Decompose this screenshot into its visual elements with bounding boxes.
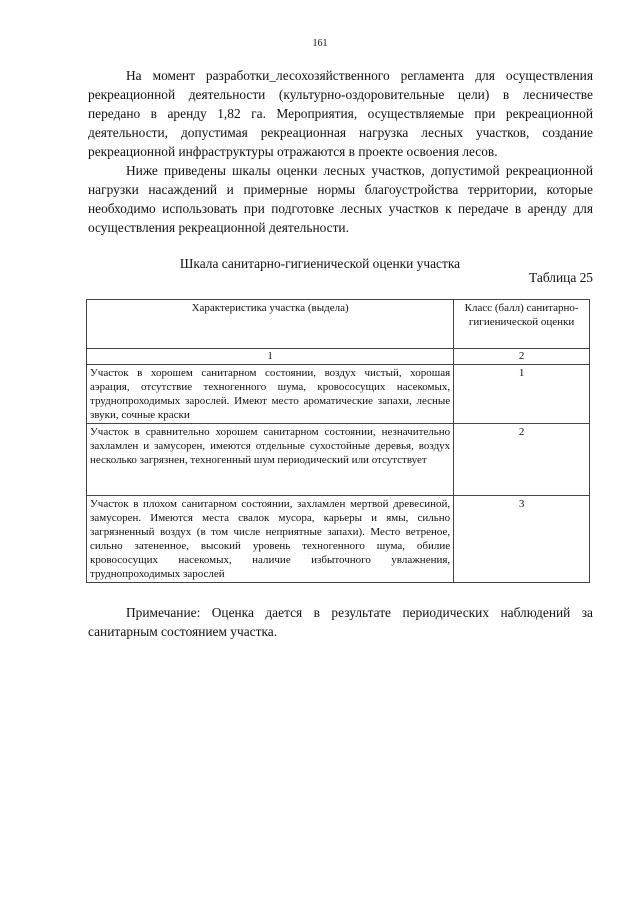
- column-number-row: [87, 349, 590, 365]
- table-label: Таблица 25: [529, 270, 593, 285]
- table-title: Шкала санитарно-гигиенической оценки участка: [179, 256, 461, 271]
- body-text: [88, 66, 593, 237]
- table-row: [87, 424, 590, 496]
- row-score: 2: [454, 424, 590, 496]
- table-row: [87, 496, 590, 583]
- column-number: 2: [454, 349, 590, 365]
- sanitary-assessment-table: [86, 299, 590, 583]
- paragraph: На момент разработки_лесохозяйственного регламента для осуществления рекреационной деятельности (культурно-оздоровительные цели) в лесничестве передано в аренду 1,82 га. Мероприятия, осуществляемые при рекреационной деятельности, допустимая рекреационная нагрузка лесных участков, создание рекреационной инфраструктуры отражаются в проекте освоения лесов.: [88, 68, 593, 159]
- table-row: [87, 365, 590, 424]
- row-description: Участок в сравнительно хорошем санитарном состоянии, незначительно захламлен и замусорен, имеются отдельные сухостойные деревья, воздух несколько загрязнен, техногенный шум периодический или отсутствует: [87, 424, 454, 496]
- column-header-characteristic: Характеристика участка (выдела): [87, 300, 454, 349]
- table-header-row: [87, 300, 590, 349]
- paragraph: Ниже приведены шкалы оценки лесных участков, допустимой рекреационной нагрузки насаждений и примерные нормы благоустройства территории, которые необходимо использовать при подготовке лесных участков к передаче в аренду для осуществления рекреационной деятельности.: [88, 163, 593, 235]
- page-number: 161: [312, 38, 328, 49]
- column-number: 1: [87, 349, 454, 365]
- table-note: Примечание: Оценка дается в результате периодических наблюдений за санитарным состоянием участка.: [88, 605, 593, 639]
- row-description: Участок в хорошем санитарном состоянии, воздух чистый, хорошая аэрация, отсутствие техногенного шума, кровососущих насекомых, труднопроходимых зарослей. Имеют место ароматические запахи, лесные звуки, сочные краски: [87, 365, 454, 424]
- row-score: 3: [454, 496, 590, 583]
- column-header-class: Класс (балл) санитарно-гигиенической оценки: [454, 300, 590, 349]
- row-score: 1: [454, 365, 590, 424]
- row-description: Участок в плохом санитарном состоянии, захламлен мертвой древесиной, замусорен. Имеются места свалок мусора, карьеры и ямы, сильно загрязненный воздух (в том числе неприятные запахи). Место ветреное, сильно затененное, высокий уровень техногенного шума, обилие кровососущих насекомых, наличие избыточного увлажнения, труднопроходимых зарослей: [87, 496, 454, 583]
